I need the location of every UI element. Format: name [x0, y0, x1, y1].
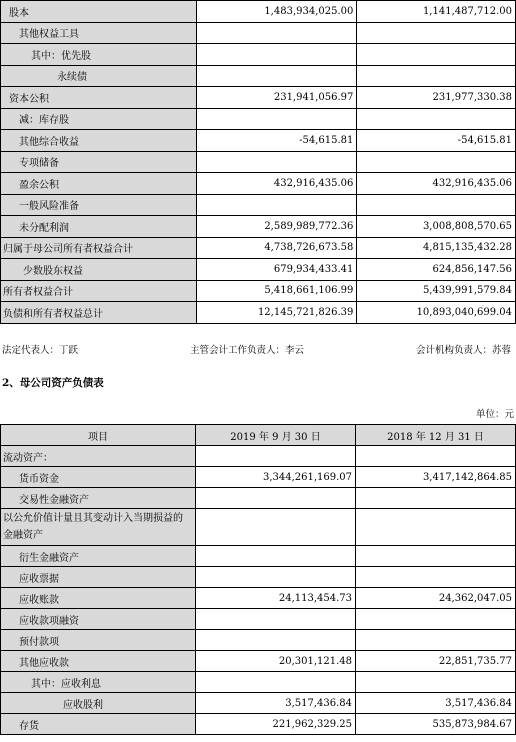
- table-row: [1, 630, 516, 651]
- row-label: 存货: [1, 714, 196, 735]
- value-2019: [196, 509, 356, 546]
- row-label: 永续债: [1, 65, 197, 87]
- value-2019: [197, 194, 357, 216]
- value-2018: 5,439,991,579.84: [357, 280, 516, 302]
- value-2018: [357, 65, 516, 87]
- row-label: 流动资产：: [1, 446, 196, 467]
- table-row: [1, 22, 516, 44]
- row-label: 少数股东权益: [1, 259, 197, 281]
- value-2019: [197, 151, 357, 173]
- value-2018: [357, 44, 516, 66]
- legal-representative-signature: 法定代表人：丁跃: [2, 345, 79, 356]
- value-2018: [356, 567, 516, 588]
- accounting-dept-head-signature: 会计机构负责人：苏蓉: [416, 345, 512, 356]
- value-2019: 20,301,121.48: [196, 651, 356, 672]
- value-2018: -54,615.81: [357, 130, 516, 152]
- row-label: 其中：应收利息: [1, 672, 196, 693]
- value-2019: [197, 22, 357, 44]
- table-row: [1, 302, 516, 324]
- table-row: [1, 488, 516, 509]
- table-row: [1, 714, 516, 735]
- row-label: 减：库存股: [1, 108, 197, 130]
- table-row: [1, 65, 516, 87]
- row-label: 资本公积: [1, 87, 197, 109]
- value-2018: 4,815,135,432.28: [357, 237, 516, 259]
- table-row: [1, 546, 516, 567]
- table-row: [1, 609, 516, 630]
- value-2018: [357, 194, 516, 216]
- table-row: [1, 693, 516, 714]
- value-2019: 679,934,433.41: [197, 259, 357, 281]
- value-2019: [196, 567, 356, 588]
- value-2018: [356, 446, 516, 467]
- value-2018: [356, 630, 516, 651]
- table-row: [1, 173, 516, 195]
- table-row: [1, 446, 516, 467]
- table-row: [1, 44, 516, 66]
- table-row: [1, 259, 516, 281]
- section-title: 2、母公司资产负债表: [2, 377, 104, 389]
- accounting-head-signature: 主管会计工作负责人：李云: [190, 345, 305, 356]
- value-2019: [196, 488, 356, 509]
- value-2019: 432,916,435.06: [197, 173, 357, 195]
- table-row: [1, 672, 516, 693]
- value-2018: 10,893,040,699.04: [357, 302, 516, 324]
- table-row: [1, 467, 516, 488]
- row-label: 未分配利润: [1, 216, 197, 238]
- value-2018: 624,856,147.56: [357, 259, 516, 281]
- value-2019: [197, 44, 357, 66]
- value-2018: 231,977,330.38: [357, 87, 516, 109]
- value-2019: [196, 546, 356, 567]
- row-label: 其中：优先股: [1, 44, 197, 66]
- row-label: 预付款项: [1, 630, 196, 651]
- table-row: [1, 567, 516, 588]
- value-2018: 535,873,984.67: [356, 714, 516, 735]
- equity-table: [0, 0, 516, 324]
- table-row: [1, 151, 516, 173]
- row-label: 应收票据: [1, 567, 196, 588]
- value-2018: 3,517,436.84: [356, 693, 516, 714]
- value-2019: [196, 609, 356, 630]
- value-2019: [196, 630, 356, 651]
- row-label: 应收账款: [1, 588, 196, 609]
- row-label: 其他权益工具: [1, 22, 197, 44]
- value-2019: 12,145,721,826.39: [197, 302, 357, 324]
- parent-balance-sheet-table: [0, 424, 516, 735]
- table-row: [1, 130, 516, 152]
- value-2018: 3,417,142,864.85: [356, 467, 516, 488]
- row-label: 股本: [1, 1, 197, 23]
- table-row: [1, 588, 516, 609]
- value-2018: [356, 546, 516, 567]
- header-2019: 2019 年 9 月 30 日: [196, 425, 356, 446]
- table-row: [1, 509, 516, 546]
- value-2018: [356, 509, 516, 546]
- value-2019: 3,344,261,169.07: [196, 467, 356, 488]
- row-label: 衍生金融资产: [1, 546, 196, 567]
- header-item: 项目: [1, 425, 196, 446]
- value-2019: 2,589,989,772.36: [197, 216, 357, 238]
- value-2019: [196, 446, 356, 467]
- table-row: [1, 237, 516, 259]
- row-label: 一般风险准备: [1, 194, 197, 216]
- row-label: 以公允价值计量且其变动计入当期损益的金融资产: [1, 509, 196, 546]
- table-row: [1, 280, 516, 302]
- table-row: [1, 194, 516, 216]
- unit-label: 单位：元: [475, 409, 514, 420]
- table-row: [1, 1, 516, 23]
- row-label: 其他应收款: [1, 651, 196, 672]
- table-header-row: [1, 425, 516, 446]
- value-2018: [357, 151, 516, 173]
- table-row: [1, 87, 516, 109]
- value-2019: 4,738,726,673.58: [197, 237, 357, 259]
- row-label: 交易性金融资产: [1, 488, 196, 509]
- value-2018: [356, 609, 516, 630]
- row-label: 所有者权益合计: [1, 280, 197, 302]
- value-2018: 3,008,808,570.65: [357, 216, 516, 238]
- row-label: 其他综合收益: [1, 130, 197, 152]
- row-label: 货币资金: [1, 467, 196, 488]
- value-2019: 3,517,436.84: [196, 693, 356, 714]
- value-2018: 1,141,487,712.00: [357, 1, 516, 23]
- value-2019: [197, 108, 357, 130]
- row-label: 应收股利: [1, 693, 196, 714]
- value-2018: [356, 672, 516, 693]
- row-label: 应收款项融资: [1, 609, 196, 630]
- table-row: [1, 216, 516, 238]
- value-2018: [357, 108, 516, 130]
- table-row: [1, 108, 516, 130]
- table-row: [1, 651, 516, 672]
- value-2019: 1,483,934,025.00: [197, 1, 357, 23]
- value-2018: 432,916,435.06: [357, 173, 516, 195]
- value-2019: -54,615.81: [197, 130, 357, 152]
- value-2019: 24,113,454.73: [196, 588, 356, 609]
- value-2019: 5,418,661,106.99: [197, 280, 357, 302]
- value-2019: 221,962,329.25: [196, 714, 356, 735]
- value-2018: [356, 488, 516, 509]
- value-2019: [196, 672, 356, 693]
- row-label: 负债和所有者权益总计: [1, 302, 197, 324]
- value-2018: 22,851,735.77: [356, 651, 516, 672]
- value-2018: [357, 22, 516, 44]
- value-2019: 231,941,056.97: [197, 87, 357, 109]
- header-2018: 2018 年 12 月 31 日: [356, 425, 516, 446]
- value-2018: 24,362,047.05: [356, 588, 516, 609]
- value-2019: [197, 65, 357, 87]
- row-label: 归属于母公司所有者权益合计: [1, 237, 197, 259]
- row-label: 专项储备: [1, 151, 197, 173]
- row-label: 盈余公积: [1, 173, 197, 195]
